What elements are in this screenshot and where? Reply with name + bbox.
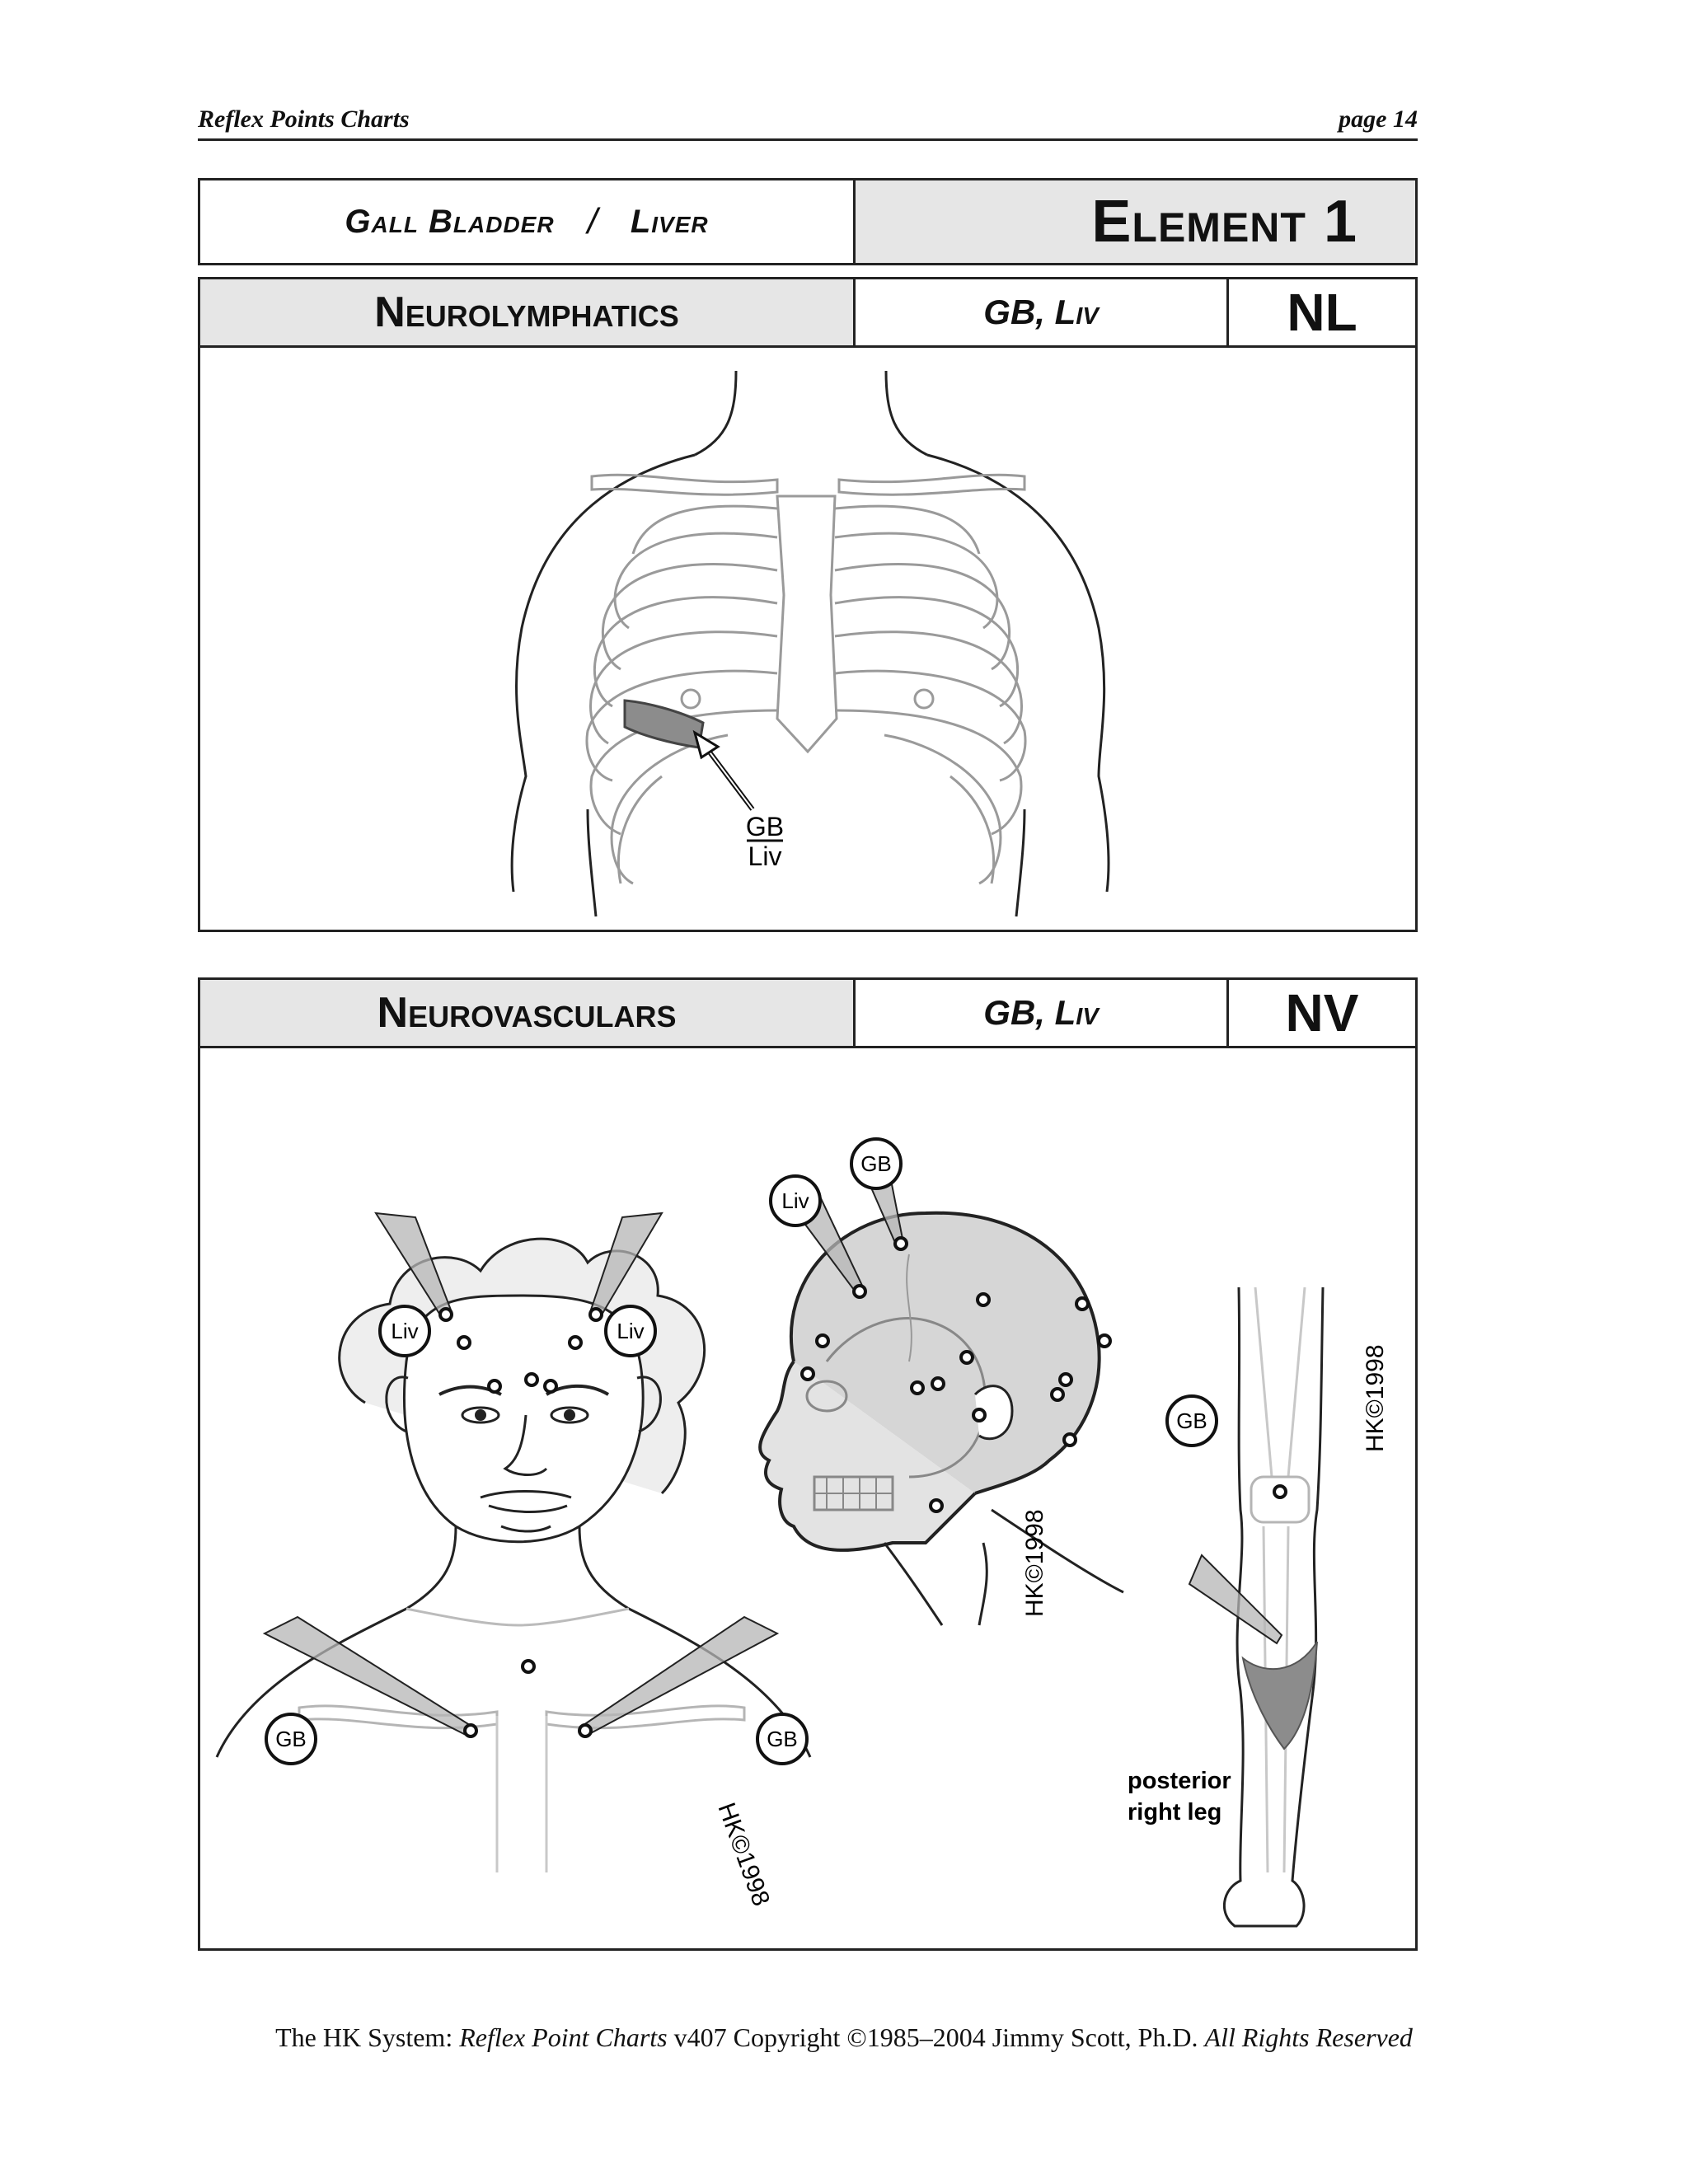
nl-heading: Neurolymphatics	[200, 279, 856, 345]
leg-caption-posterior: posterior	[1128, 1768, 1231, 1794]
leg-label-gb: GB	[1176, 1408, 1207, 1433]
leg-credit: HK©1998	[1362, 1344, 1389, 1452]
footer-rights: All Rights Reserved	[1204, 2022, 1413, 2052]
element-title-cell	[856, 180, 1415, 263]
face-label-gb-right: GB	[767, 1727, 798, 1751]
ribcage-illustration	[200, 348, 1415, 930]
side-head-figure	[760, 1139, 1123, 1625]
organ-title	[200, 180, 856, 263]
face-label-liv-right: Liv	[617, 1319, 645, 1343]
organ-liver: Liver	[630, 203, 709, 240]
neurovascular-illustration	[200, 1048, 1415, 1948]
head-credit: HK©1998	[1021, 1509, 1048, 1617]
organ-gall-bladder: Gall Bladder	[345, 203, 555, 240]
nv-code: NV	[1285, 983, 1359, 1043]
head-label-liv: Liv	[781, 1188, 809, 1213]
head-label-gb: GB	[860, 1151, 892, 1176]
pointer-arrow-icon	[695, 733, 753, 809]
face-label-liv-left: Liv	[391, 1319, 419, 1343]
footer-copyright: v407 Copyright ©1985–2004 Jimmy Scott, Ph.D.	[667, 2022, 1205, 2052]
leg-caption-right-leg: right leg	[1128, 1799, 1222, 1825]
copyright-footer	[0, 2022, 1688, 2053]
posterior-leg-figure	[1128, 1287, 1389, 1926]
element-title: Element 1	[1091, 189, 1357, 255]
nl-label-liv: Liv	[748, 841, 782, 871]
nl-code: NL	[1287, 283, 1357, 342]
title-row	[198, 178, 1418, 265]
nl-panel	[198, 345, 1418, 932]
face-credit: HK©1998	[712, 1799, 776, 1910]
footer-system: The HK System:	[275, 2022, 460, 2052]
nl-label-gb: GB	[745, 812, 785, 841]
face-label-gb-left: GB	[275, 1727, 307, 1751]
nv-heading: Neurovasculars	[200, 980, 856, 1046]
nv-header-row	[198, 977, 1418, 1048]
running-header	[198, 97, 1418, 141]
footer-publication: Reflex Point Charts	[459, 2022, 668, 2052]
nv-panel	[198, 1046, 1418, 1951]
organ-separator: /	[587, 201, 598, 241]
nv-meridians: GB, Liv	[856, 980, 1229, 1046]
front-face-figure	[217, 1213, 810, 1910]
nl-meridians: GB, Liv	[856, 279, 1229, 345]
running-header-title: Reflex Points Charts	[198, 105, 410, 133]
page-number: page 14	[1339, 105, 1418, 133]
nl-header-row	[198, 277, 1418, 348]
